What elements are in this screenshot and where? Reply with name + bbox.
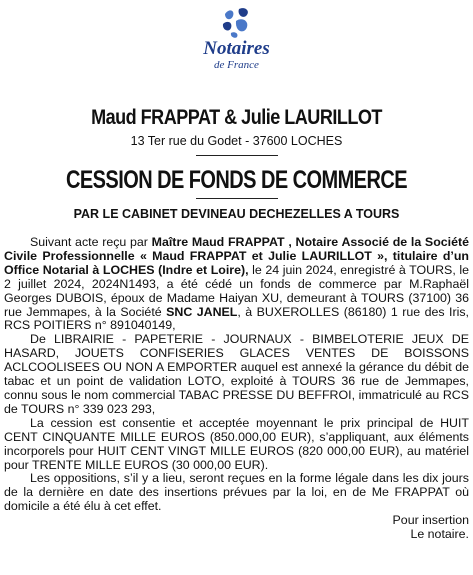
notaires-logo — [0, 6, 473, 71]
notaires-emblem-icon — [219, 6, 255, 38]
act-text-intro: Suivant acte reçu par — [30, 235, 152, 249]
paragraph-oppositions: Les oppositions, s’il y a lieu, seront reçues en la forme légale dans les dix jours de la dernière en date des insertions prévues par la loi, en de Me FRAPPAT où domicile a été élu à cet effet. — [4, 471, 469, 514]
act-text-buyer: , à BUXEROLLES (86180) 1 rue des Iris, RCS POITIERS n° 891040149, — [4, 304, 469, 333]
act-text-details: le 24 juin 2024, enregistré à TOURS, le 2 juillet 2024, 2024N1493, a été cédé un fonds de commerce par M.Raphaël Georges DUBOIS, époux de Madame Haiyan XU, demeurant à TOURS (37100) 36 rue Jemmapes, à la Société — [4, 262, 469, 319]
notary-names: Maud FRAPPAT & Julie LAURILLOT — [91, 106, 382, 129]
act-buyer-bold: SNC JANEL — [166, 304, 238, 319]
signature-block — [393, 514, 469, 542]
notice-body — [4, 236, 469, 514]
divider-title — [196, 198, 278, 199]
act-notary-bold: Maître Maud FRAPPAT , Notaire Associé de la Société Civile Professionnelle « Maud FRAPPAT et Julie LAURILLOT », titulaire d’un Office Notarial à LOCHES (Indre et Loire), — [4, 235, 470, 277]
paragraph-price: La cession est consentie et acceptée moyennant le prix principal de HUIT CENT CINQUANTE MILLE EUROS (850.000,00 EUR), s’appliquant, aux éléments incorporels pour HUIT CENT VINGT MILLE EUROS (820 000,00 EUR), au matériel pour TRENTE MILLE EUROS (30 000,00 EUR). — [4, 415, 469, 472]
signature-line-2: Le notaire. — [410, 526, 469, 541]
notice-subtitle: PAR LE CABINET DEVINEAU DECHEZELLES A TOURS — [73, 207, 400, 221]
paragraph-act — [4, 236, 469, 333]
divider-top — [196, 155, 278, 156]
logo-name: Notaires — [203, 38, 270, 59]
signature-line-1: Pour insertion — [392, 513, 469, 527]
logo-subtitle: de France — [214, 59, 259, 71]
paragraph-business: De LIBRAIRIE - PAPETERIE - JOURNAUX - BIMBELOTERIE JEUX DE HASARD, JOUETS CONFISERIES GLACES VENTES DE BOISSONS ACLCOOLISEES OU NON A EMPORTER auquel est annexé la gérance du débit de tabac et un point de validation LOTO, exploité à TOURS 36 rue de Jemmapes, connu sous le nom commercial TABAC PRESSE DU BEFFROI, immatriculé au RCS de TOURS n° 339 023 293, — [4, 332, 469, 416]
notice-title: CESSION DE FONDS DE COMMERCE — [65, 166, 408, 194]
notary-address: 13 Ter rue du Godet - 37600 LOCHES — [130, 134, 343, 148]
